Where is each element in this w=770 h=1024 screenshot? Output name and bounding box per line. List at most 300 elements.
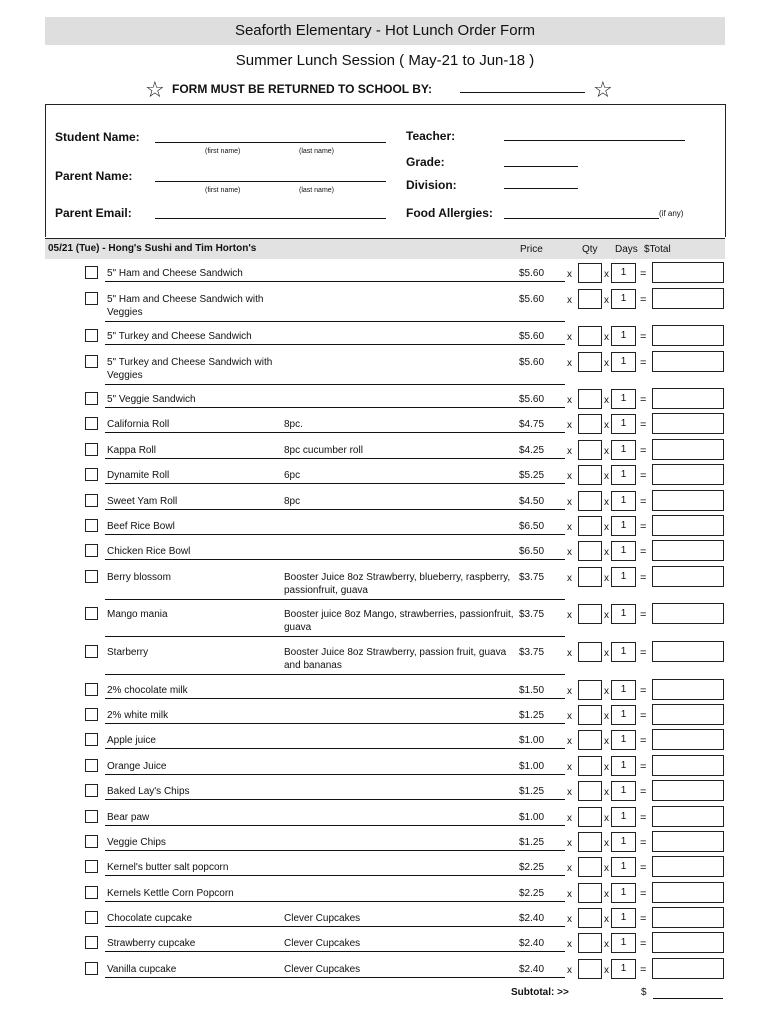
multiply-sign: x <box>567 332 572 343</box>
item-price: $2.40 <box>519 913 545 924</box>
item-name: Mango mania <box>107 609 168 620</box>
multiply-sign: x <box>604 332 609 343</box>
row-underline <box>105 321 565 322</box>
item-total-input[interactable] <box>652 351 724 372</box>
days-input[interactable]: 1 <box>611 465 636 485</box>
equals-sign: = <box>640 761 647 773</box>
item-price: $1.00 <box>519 812 545 823</box>
item-name: Kappa Roll <box>107 445 156 456</box>
item-total-input[interactable] <box>652 958 724 979</box>
multiply-sign: x <box>567 939 572 950</box>
item-checkbox[interactable] <box>85 570 98 583</box>
menu-item-row <box>0 389 770 413</box>
multiply-sign: x <box>567 711 572 722</box>
menu-item-row <box>0 959 770 983</box>
menu-item-row <box>0 642 770 678</box>
multiply-sign: x <box>567 736 572 747</box>
section-title: 05/21 (Tue) - Hong's Sushi and Tim Horton's <box>48 243 257 254</box>
row-underline <box>105 799 565 800</box>
item-total-input[interactable] <box>652 325 724 346</box>
item-total-input[interactable] <box>652 540 724 561</box>
quantity-input[interactable] <box>578 465 602 485</box>
item-checkbox[interactable] <box>85 292 98 305</box>
menu-item-row <box>0 352 770 388</box>
quantity-input[interactable] <box>578 567 602 587</box>
item-total-input[interactable] <box>652 856 724 877</box>
multiply-sign: x <box>567 573 572 584</box>
quantity-input[interactable] <box>578 516 602 536</box>
item-total-input[interactable] <box>652 806 724 827</box>
days-input[interactable]: 1 <box>611 680 636 700</box>
days-input[interactable]: 1 <box>611 289 636 309</box>
multiply-sign: x <box>604 269 609 280</box>
quantity-input[interactable] <box>578 440 602 460</box>
row-underline <box>105 926 565 927</box>
item-checkbox[interactable] <box>85 784 98 797</box>
row-underline <box>105 901 565 902</box>
item-name: 5" Ham and Cheese Sandwich with Veggies <box>107 294 264 318</box>
item-description: Booster Juice 8oz Strawberry, passion fruit, guava and bananas <box>284 647 507 671</box>
multiply-sign: x <box>567 813 572 824</box>
item-description: 8pc cucumber roll <box>284 445 363 456</box>
row-underline <box>105 432 565 433</box>
days-input[interactable]: 1 <box>611 326 636 346</box>
days-input[interactable]: 1 <box>611 440 636 460</box>
days-input[interactable]: 1 <box>611 352 636 372</box>
student-name-label: Student Name: <box>55 130 140 144</box>
menu-item-row <box>0 807 770 831</box>
days-input[interactable]: 1 <box>611 781 636 801</box>
item-total-input[interactable] <box>652 729 724 750</box>
quantity-input[interactable] <box>578 326 602 346</box>
multiply-sign: x <box>604 497 609 508</box>
equals-sign: = <box>640 685 647 697</box>
days-input[interactable]: 1 <box>611 705 636 725</box>
multiply-sign: x <box>567 471 572 482</box>
quantity-input[interactable] <box>578 642 602 662</box>
item-description: 6pc <box>284 470 301 481</box>
menu-item-row <box>0 756 770 780</box>
row-underline <box>105 407 565 408</box>
first-name-hint: (first name) <box>205 187 241 194</box>
item-checkbox[interactable] <box>85 759 98 772</box>
multiply-sign: x <box>604 762 609 773</box>
total-column-header: $Total <box>644 244 671 255</box>
days-input[interactable]: 1 <box>611 263 636 283</box>
item-price: $5.25 <box>519 470 545 481</box>
item-price: $1.25 <box>519 786 545 797</box>
item-checkbox[interactable] <box>85 683 98 696</box>
item-price: $2.40 <box>519 938 545 949</box>
multiply-sign: x <box>567 863 572 874</box>
item-price: $3.75 <box>519 609 545 620</box>
item-price: $5.60 <box>519 294 545 305</box>
row-underline <box>105 281 565 282</box>
quantity-input[interactable] <box>578 541 602 561</box>
item-total-input[interactable] <box>652 932 724 953</box>
days-input[interactable]: 1 <box>611 642 636 662</box>
item-checkbox[interactable] <box>85 936 98 949</box>
item-name: Orange Juice <box>107 761 167 772</box>
days-input[interactable]: 1 <box>611 857 636 877</box>
subtotal-label: Subtotal: >> <box>511 987 569 998</box>
item-checkbox[interactable] <box>85 810 98 823</box>
item-price: $5.60 <box>519 268 545 279</box>
item-checkbox[interactable] <box>85 708 98 721</box>
days-input[interactable]: 1 <box>611 604 636 624</box>
session-title: Summer Lunch Session ( May-21 to Jun-18 ) <box>235 52 535 69</box>
item-name: Sweet Yam Roll <box>107 496 178 507</box>
menu-item-row <box>0 414 770 438</box>
menu-item-row <box>0 289 770 325</box>
item-description: 8pc. <box>284 419 303 430</box>
item-total-input[interactable] <box>652 490 724 511</box>
qty-column-header: Qty <box>582 244 598 255</box>
item-description: Clever Cupcakes <box>284 964 361 975</box>
parent-name-label: Parent Name: <box>55 169 133 183</box>
multiply-sign: x <box>567 420 572 431</box>
item-name: 5" Turkey and Cheese Sandwich <box>107 331 252 342</box>
quantity-input[interactable] <box>578 389 602 409</box>
item-checkbox[interactable] <box>85 468 98 481</box>
item-checkbox[interactable] <box>85 266 98 279</box>
item-checkbox[interactable] <box>85 886 98 899</box>
days-input[interactable]: 1 <box>611 959 636 979</box>
days-input[interactable]: 1 <box>611 414 636 434</box>
days-input[interactable]: 1 <box>611 933 636 953</box>
item-price: $5.60 <box>519 394 545 405</box>
multiply-sign: x <box>604 295 609 306</box>
multiply-sign: x <box>567 358 572 369</box>
item-description: 8pc <box>284 496 301 507</box>
equals-sign: = <box>640 964 647 976</box>
item-checkbox[interactable] <box>85 607 98 620</box>
multiply-sign: x <box>567 914 572 925</box>
days-input[interactable]: 1 <box>611 389 636 409</box>
menu-item-row <box>0 541 770 565</box>
equals-sign: = <box>640 609 647 621</box>
item-total-input[interactable] <box>652 882 724 903</box>
equals-sign: = <box>640 496 647 508</box>
menu-item-row <box>0 491 770 515</box>
equals-sign: = <box>640 647 647 659</box>
quantity-input[interactable] <box>578 857 602 877</box>
item-total-input[interactable] <box>652 603 724 624</box>
item-name: Vanilla cupcake <box>107 964 177 975</box>
menu-item-row <box>0 604 770 640</box>
item-name: 2% chocolate milk <box>107 685 188 696</box>
item-total-input[interactable] <box>652 515 724 536</box>
multiply-sign: x <box>567 965 572 976</box>
menu-item-row <box>0 933 770 957</box>
price-column-header: Price <box>520 244 543 255</box>
quantity-input[interactable] <box>578 959 602 979</box>
star-icon: ☆ <box>145 77 165 102</box>
parent-email-field[interactable] <box>155 218 386 219</box>
item-price: $6.50 <box>519 546 545 557</box>
row-underline <box>105 483 565 484</box>
multiply-sign: x <box>604 965 609 976</box>
item-total-input[interactable] <box>652 566 724 587</box>
item-price: $3.75 <box>519 647 545 658</box>
item-checkbox[interactable] <box>85 835 98 848</box>
multiply-sign: x <box>604 736 609 747</box>
star-icon: ☆ <box>593 77 613 102</box>
item-name: Apple juice <box>107 735 156 746</box>
multiply-sign: x <box>604 863 609 874</box>
quantity-input[interactable] <box>578 289 602 309</box>
multiply-sign: x <box>567 787 572 798</box>
days-input[interactable]: 1 <box>611 883 636 903</box>
item-total-input[interactable] <box>652 262 724 283</box>
subtotal-field[interactable] <box>653 998 723 999</box>
days-column-header: Days <box>615 244 638 255</box>
multiply-sign: x <box>604 522 609 533</box>
grade-field[interactable] <box>504 166 578 167</box>
days-input[interactable]: 1 <box>611 516 636 536</box>
equals-sign: = <box>640 445 647 457</box>
menu-item-row <box>0 567 770 603</box>
item-name: Strawberry cupcake <box>107 938 196 949</box>
item-name: 5" Veggie Sandwich <box>107 394 196 405</box>
item-total-input[interactable] <box>652 641 724 662</box>
item-checkbox[interactable] <box>85 494 98 507</box>
item-name: 5" Turkey and Cheese Sandwich with Veggies <box>107 357 273 381</box>
item-total-input[interactable] <box>652 464 724 485</box>
multiply-sign: x <box>604 471 609 482</box>
menu-section-header <box>45 238 725 259</box>
deadline-date-field[interactable] <box>460 92 585 93</box>
item-name: 2% white milk <box>107 710 169 721</box>
division-field[interactable] <box>504 188 578 189</box>
menu-item-row <box>0 516 770 540</box>
item-total-input[interactable] <box>652 388 724 409</box>
multiply-sign: x <box>604 610 609 621</box>
parent-name-field[interactable] <box>155 181 386 182</box>
menu-item-row <box>0 730 770 754</box>
multiply-sign: x <box>567 762 572 773</box>
item-total-input[interactable] <box>652 907 724 928</box>
row-underline <box>105 723 565 724</box>
row-underline <box>105 850 565 851</box>
equals-sign: = <box>640 268 647 280</box>
quantity-input[interactable] <box>578 414 602 434</box>
item-description: Booster Juice 8oz Strawberry, blueberry, raspberry, passionfruit, guava <box>284 572 511 596</box>
row-underline <box>105 636 565 637</box>
multiply-sign: x <box>567 547 572 558</box>
item-price: $2.25 <box>519 862 545 873</box>
equals-sign: = <box>640 837 647 849</box>
row-underline <box>105 344 565 345</box>
row-underline <box>105 825 565 826</box>
multiply-sign: x <box>567 686 572 697</box>
item-name: Chicken Rice Bowl <box>107 546 191 557</box>
item-price: $4.50 <box>519 496 545 507</box>
item-total-input[interactable] <box>652 679 724 700</box>
division-label: Division: <box>406 178 457 192</box>
item-checkbox[interactable] <box>85 911 98 924</box>
multiply-sign: x <box>604 889 609 900</box>
quantity-input[interactable] <box>578 781 602 801</box>
item-checkbox[interactable] <box>85 417 98 430</box>
menu-item-row <box>0 705 770 729</box>
row-underline <box>105 559 565 560</box>
multiply-sign: x <box>604 686 609 697</box>
item-checkbox[interactable] <box>85 860 98 873</box>
item-name: Starberry <box>107 647 149 658</box>
equals-sign: = <box>640 572 647 584</box>
days-input[interactable]: 1 <box>611 491 636 511</box>
days-input[interactable]: 1 <box>611 756 636 776</box>
first-name-hint: (first name) <box>205 148 241 155</box>
item-price: $4.75 <box>519 419 545 430</box>
student-name-field[interactable] <box>155 142 386 143</box>
deadline-label: FORM MUST BE RETURNED TO SCHOOL BY: <box>172 82 433 96</box>
row-underline <box>105 599 565 600</box>
item-checkbox[interactable] <box>85 962 98 975</box>
days-input[interactable]: 1 <box>611 908 636 928</box>
multiply-sign: x <box>604 787 609 798</box>
menu-item-row <box>0 440 770 464</box>
multiply-sign: x <box>567 648 572 659</box>
item-name: Veggie Chips <box>107 837 166 848</box>
item-price: $1.25 <box>519 837 545 848</box>
equals-sign: = <box>640 913 647 925</box>
item-name: California Roll <box>107 419 170 430</box>
item-name: Baked Lay's Chips <box>107 786 190 797</box>
multiply-sign: x <box>604 838 609 849</box>
menu-item-row <box>0 832 770 856</box>
item-total-input[interactable] <box>652 755 724 776</box>
teacher-label: Teacher: <box>406 129 456 143</box>
days-input[interactable]: 1 <box>611 832 636 852</box>
menu-item-row <box>0 857 770 881</box>
row-underline <box>105 774 565 775</box>
quantity-input[interactable] <box>578 263 602 283</box>
item-total-input[interactable] <box>652 780 724 801</box>
form-title: Seaforth Elementary - Hot Lunch Order Form <box>45 17 725 45</box>
row-underline <box>105 698 565 699</box>
menu-item-row <box>0 326 770 350</box>
quantity-input[interactable] <box>578 908 602 928</box>
days-input[interactable]: 1 <box>611 730 636 750</box>
item-price: $4.25 <box>519 445 545 456</box>
days-input[interactable]: 1 <box>611 567 636 587</box>
teacher-field[interactable] <box>504 140 685 141</box>
row-underline <box>105 674 565 675</box>
multiply-sign: x <box>567 446 572 457</box>
quantity-input[interactable] <box>578 756 602 776</box>
last-name-hint: (last name) <box>299 148 335 155</box>
item-price: $2.25 <box>519 888 545 899</box>
equals-sign: = <box>640 710 647 722</box>
quantity-input[interactable] <box>578 832 602 852</box>
equals-sign: = <box>640 546 647 558</box>
item-total-input[interactable] <box>652 288 724 309</box>
menu-item-row <box>0 908 770 932</box>
item-checkbox[interactable] <box>85 392 98 405</box>
multiply-sign: x <box>604 711 609 722</box>
days-input[interactable]: 1 <box>611 807 636 827</box>
item-checkbox[interactable] <box>85 443 98 456</box>
quantity-input[interactable] <box>578 933 602 953</box>
item-description: Booster juice 8oz Mango, strawberries, passionfruit, guava <box>284 609 514 633</box>
quantity-input[interactable] <box>578 604 602 624</box>
food-allergies-field[interactable] <box>504 218 659 219</box>
item-name: Beef Rice Bowl <box>107 521 175 532</box>
menu-item-row <box>0 465 770 489</box>
row-underline <box>105 509 565 510</box>
item-price: $3.75 <box>519 572 545 583</box>
equals-sign: = <box>640 394 647 406</box>
multiply-sign: x <box>567 610 572 621</box>
item-name: Berry blossom <box>107 572 171 583</box>
quantity-input[interactable] <box>578 730 602 750</box>
quantity-input[interactable] <box>578 352 602 372</box>
menu-item-row <box>0 781 770 805</box>
equals-sign: = <box>640 888 647 900</box>
item-name: Dynamite Roll <box>107 470 170 481</box>
days-input[interactable]: 1 <box>611 541 636 561</box>
if-any-hint: (if any) <box>659 209 684 218</box>
equals-sign: = <box>640 470 647 482</box>
equals-sign: = <box>640 812 647 824</box>
last-name-hint: (last name) <box>299 187 335 194</box>
student-info-box <box>45 104 726 237</box>
item-description: Clever Cupcakes <box>284 913 361 924</box>
multiply-sign: x <box>604 446 609 457</box>
item-checkbox[interactable] <box>85 329 98 342</box>
quantity-input[interactable] <box>578 491 602 511</box>
item-checkbox[interactable] <box>85 519 98 532</box>
multiply-sign: x <box>567 395 572 406</box>
equals-sign: = <box>640 521 647 533</box>
parent-email-label: Parent Email: <box>55 206 132 220</box>
menu-item-row <box>0 680 770 704</box>
quantity-input[interactable] <box>578 705 602 725</box>
item-checkbox[interactable] <box>85 645 98 658</box>
equals-sign: = <box>640 294 647 306</box>
quantity-input[interactable] <box>578 680 602 700</box>
quantity-input[interactable] <box>578 883 602 903</box>
item-checkbox[interactable] <box>85 733 98 746</box>
item-checkbox[interactable] <box>85 355 98 368</box>
item-total-input[interactable] <box>652 439 724 460</box>
row-underline <box>105 384 565 385</box>
multiply-sign: x <box>567 522 572 533</box>
item-total-input[interactable] <box>652 704 724 725</box>
item-total-input[interactable] <box>652 831 724 852</box>
equals-sign: = <box>640 735 647 747</box>
item-total-input[interactable] <box>652 413 724 434</box>
return-deadline <box>0 77 770 102</box>
equals-sign: = <box>640 331 647 343</box>
row-underline <box>105 458 565 459</box>
item-checkbox[interactable] <box>85 544 98 557</box>
multiply-sign: x <box>604 547 609 558</box>
item-name: Kernel's butter salt popcorn <box>107 862 229 873</box>
item-name: Kernels Kettle Corn Popcorn <box>107 888 234 899</box>
equals-sign: = <box>640 786 647 798</box>
item-price: $1.00 <box>519 735 545 746</box>
item-name: Chocolate cupcake <box>107 913 193 924</box>
multiply-sign: x <box>567 497 572 508</box>
multiply-sign: x <box>604 395 609 406</box>
grade-label: Grade: <box>406 155 445 169</box>
quantity-input[interactable] <box>578 807 602 827</box>
equals-sign: = <box>640 862 647 874</box>
multiply-sign: x <box>567 269 572 280</box>
